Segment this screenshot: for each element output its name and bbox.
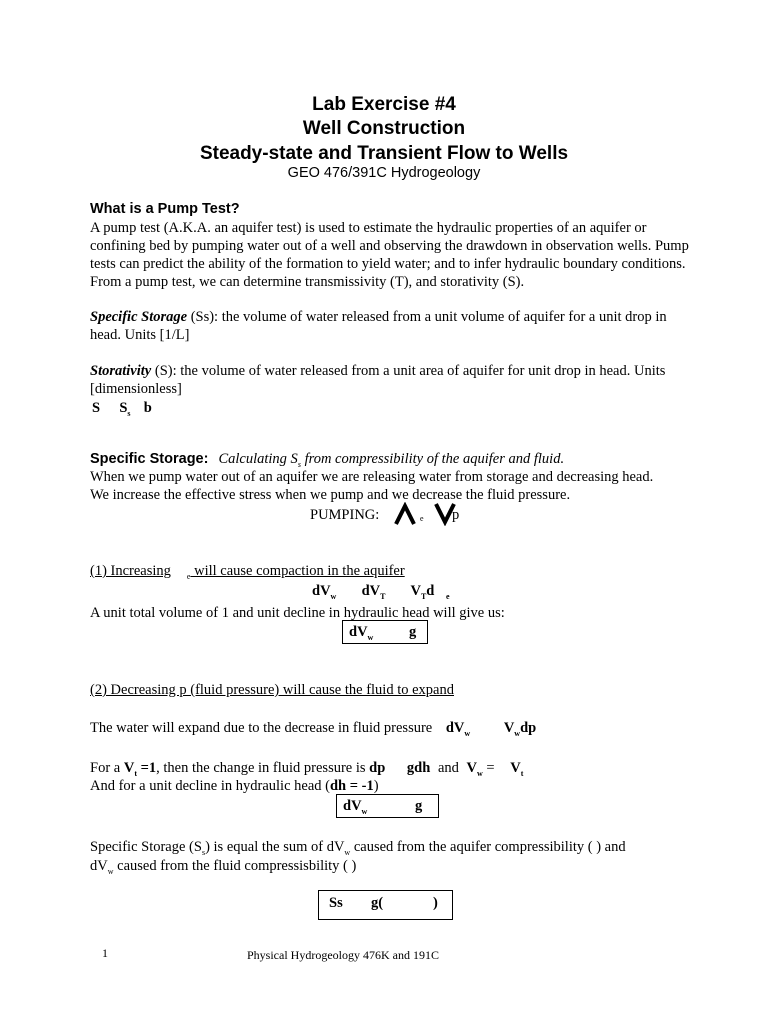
eq-symbol-b: b [143,400,152,416]
title-line-3: Steady-state and Transient Flow to Wells [199,143,569,164]
section-2-unit-line [90,777,379,795]
eq-symbol-ss-sub: s [127,408,131,418]
specific-storage-line-1: When we pump water out of an aquifer we are releasing water from storage and decreasing head. [90,469,654,485]
eq-symbol-ss: S [119,400,128,416]
specific-storage-text: (Ss): the volume of water released from a unit volume of aquifer for a unit drop in head. Units [1/L] [90,309,667,343]
pump-test-heading: What is a Pump Test? [90,201,240,217]
pumping-sub-e: e [420,514,424,523]
eq-vt: V [410,583,421,599]
specific-storage-line-2: We increase the effective stress when we pump and we decrease the fluid pressure. [90,487,571,503]
fora-dp: dp [369,760,386,776]
pump-test-paragraph: A pump test (A.K.A. an aquifer test) is used to estimate the hydraulic properties of an aquifer or confining bed by pumping water out of a well and observing the drawdown in observation wells. Pump tests can predict the ability of the formation to yield water; and to infer hydraulic boundary conditions. From a pump test, we can determine transmissivity (T), and storativity (S). [90,220,689,290]
fora-vw-sub: w [476,768,483,778]
fora-gdh: gdh [406,760,431,776]
fora-text: For a [90,760,124,776]
fora-mid: , then the change in fluid pressure is [156,760,366,776]
eq-d: d [426,583,435,599]
pumping-p: p [452,507,460,523]
title-line-1: Lab Exercise #4 [312,94,456,115]
subtitle-b: from compressibility of the aquifer and fluid. [300,451,565,467]
section-2-expand-line [90,719,536,743]
sum-line-2-a: dV [90,858,108,874]
unit-line-dh: dh = -1 [329,778,374,794]
subtitle-sub: s [297,459,301,469]
formula-close: ) [433,895,438,911]
sum-line-1-b: ) is equal the sum of dV [205,839,345,855]
title-line-2: Well Construction [302,118,466,139]
box-2-dvw: dV [343,798,362,814]
sum-line-2 [90,857,356,881]
fora-vt-sub: t [134,768,137,778]
fora-vt2: V [510,760,521,776]
subtitle-a: Calculating S [218,451,298,467]
storativity-term: Storativity [90,363,152,379]
unit-line-a: And for a unit decline in hydraulic head ( [90,778,330,794]
section-2-result-box [336,794,439,818]
sum-line-2-sub: w [107,866,114,876]
fora-eq: = [482,760,495,776]
sum-line-2-b: caused from the fluid compressisbility ( ) [113,858,357,874]
fora-vt: V [123,760,135,776]
specific-storage-formula-box [318,890,453,920]
box-1-dvw-sub: w [367,632,374,642]
eq-d-sub: e [446,591,450,601]
course-subtitle: GEO 476/391C Hydrogeology [287,165,481,181]
eq-vt-sub: T [420,591,427,601]
eq-dvt: dV [361,583,381,599]
section-1-heading-sub: e [186,571,191,581]
sum-line-1-a: Specific Storage (S [90,839,202,855]
eq-dvw-sub: w [330,591,337,601]
eq-symbol-s: S [92,400,101,416]
expand-vw: V [503,720,515,736]
expand-dvw: dV [445,720,465,736]
section-1-heading-b: will cause compaction in the aquifer [190,563,405,579]
expand-dvw-sub: w [464,728,471,738]
compaction-equation [312,582,450,606]
section-1-unit-line: A unit total volume of 1 and unit decline in hydraulic head will give us: [90,605,505,621]
formula-g: g( [371,895,384,911]
pumping-label: PUMPING: [310,507,380,523]
fora-vt2-sub: t [520,768,524,778]
unit-line-b: ) [373,778,379,794]
fora-and: and [437,760,459,776]
fora-eq1: =1 [137,760,157,776]
section-1-heading-a: (1) Increasing [90,563,171,579]
box-2-g: g [415,798,423,814]
footer-text: Physical Hydrogeology 476K and 191C [247,948,439,962]
sum-line-1-c: caused from the aquifer compressibility ( ) and [350,839,626,855]
fora-vw: V [466,760,477,776]
sum-line-1-sub: s [201,847,206,857]
eq-dvw: dV [312,583,331,599]
storativity-definition [90,362,690,398]
box-1-dvw: dV [349,624,368,640]
expand-dp: dp [520,720,537,736]
section-1-result-box [342,620,428,644]
storativity-equation [92,399,152,423]
formula-ss: Ss [329,895,343,911]
increase-arrow-icon [394,502,416,526]
box-2-dvw-sub: w [361,806,368,816]
storativity-text: (S): the volume of water released from a unit area of aquifer for unit drop in head. Units [dimensionless] [90,363,666,397]
specific-storage-definition [90,308,690,344]
specific-storage-term: Specific Storage [90,309,188,325]
eq-dvt-sub: T [380,591,386,601]
page-number: 1 [102,946,108,960]
expand-vw-sub: w [514,728,521,738]
sum-line-1-sub2: w [344,847,351,857]
expand-text: The water will expand due to the decrease in fluid pressure [90,720,433,736]
box-1-g: g [409,624,417,640]
section-2-heading: (2) Decreasing p (fluid pressure) will cause the fluid to expand [90,682,454,698]
specific-storage-heading: Specific Storage: [90,451,209,467]
